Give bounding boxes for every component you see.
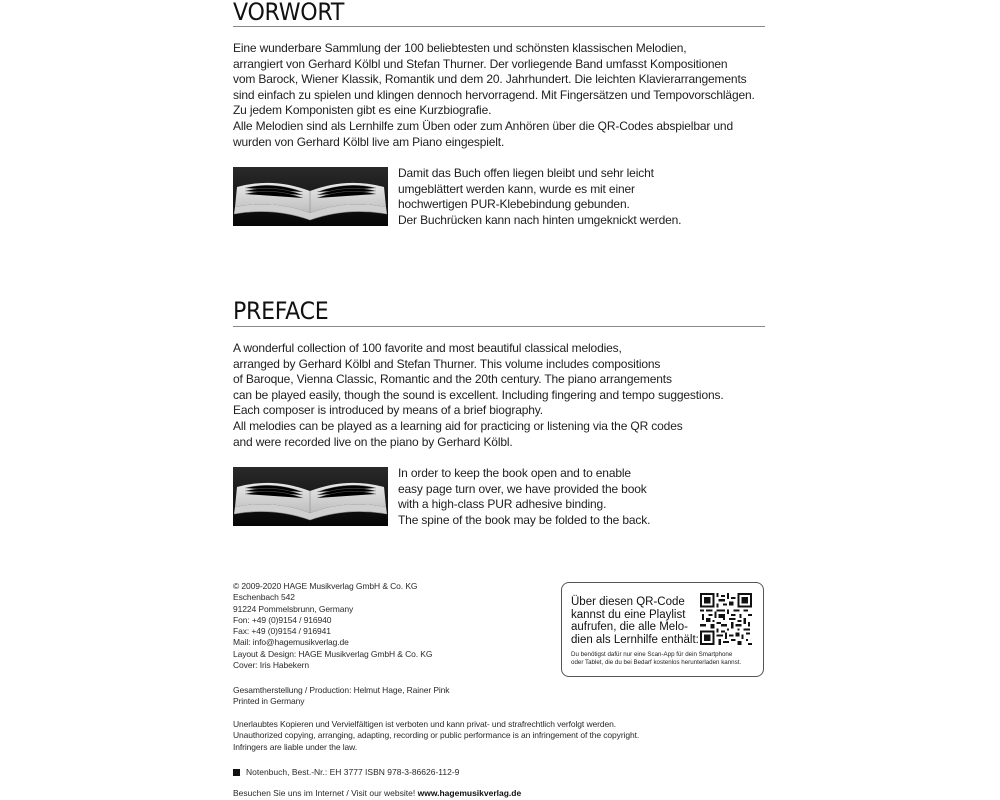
preface-divider [233,326,765,327]
qr-app-note: Du benötigst dafür nur eine Scan-App für dein Smartphone oder Tablet, die du bei Bedarf kostenlos herunterladen kannst. [571,651,742,666]
copyright-notice: Unerlaubtes Kopieren und Vervielfältigen ist verboten und kann privat- und strafrechtlich verfolgt werden. Unauthorized copying, arranging, adapting, recording or public performance is an infringement of the copyright. Infringers are liable under the law. [233,719,640,752]
imprint-block: © 2009-2020 HAGE Musikverlag GmbH & Co. KG Eschenbach 542 91224 Pommelsbrunn, Germany Fon: +49 (0)9154 / 916940 Fax: +49 (0)9154 / 916941 Mail: info@hagemusikverlag.de Layout & Design: HAGE Musikverlag GmbH & Co. KG Cover: Iris Habekern [233,581,433,671]
vorwort-divider [233,26,765,27]
production-credits: Gesamtherstellung / Production: Helmut Hage, Rainer Pink Printed in Germany [233,685,450,707]
preface-binding-note: In order to keep the book open and to enable easy page turn over, we have provided the book with a high-class PUR adhesive binding. The spine of the book may be folded to the back. [398,466,651,527]
qr-code-box [561,582,764,677]
website-prompt: Besuchen Sie uns im Internet / Visit our website! [233,788,416,798]
preface-paragraph: A wonderful collection of 100 favorite and most beautiful classical melodies, arranged by Gerhard Kölbl and Stefan Thurner. This volume includes compositions of Baroque, Vienna Classic, Romantic and the 20th century. The piano arrangements can be played easily, though the sound is excellent. Including fingering and tempo suggestions. Each composer is introduced by means of a brief biography. All melodies can be played as a learning aid for practicing or listening via the QR codes and were recorded live on the piano by Gerhard Kölbl. [233,341,724,449]
open-book-image [233,167,388,226]
order-number-line [233,767,459,777]
preface-title: PREFACE [233,297,329,325]
open-book-image [233,467,388,526]
square-bullet-icon [233,769,240,776]
vorwort-binding-note: Damit das Buch offen liegen bleibt und sehr leicht umgeblättert werden kann, wurde es mit einer hochwertigen PUR-Klebebindung gebunden. Der Buchrücken kann nach hinten umgeknickt werden. [398,166,682,227]
vorwort-paragraph: Eine wunderbare Sammlung der 100 beliebtesten und schönsten klassischen Melodien, arrangiert von Gerhard Kölbl und Stefan Thurner. Der vorliegende Band umfasst Kompositionen vom Barock, Wiener Klassik, Romantik und dem 20. Jahrhundert. Die leichten Klavierarrangements sind einfach zu spielen und klingen dennoch hervorragend. Mit Fingersätzen und Tempovorschlägen. Zu jedem Komponisten gibt es eine Kurzbiografie. Alle Melodien sind als Lernhilfe zum Üben oder zum Anhören über die QR-Codes abspielbar und wurden von Gerhard Kölbl live am Piano eingespielt. [233,41,755,149]
qr-code-icon[interactable] [700,593,752,645]
order-number: Notenbuch, Best.-Nr.: EH 3777 ISBN 978-3-86626-112-9 [246,767,460,777]
website-link[interactable]: www.hagemusikverlag.de [417,788,522,798]
vorwort-title: VORWORT [233,0,345,26]
qr-code-description: Über diesen QR-Code kannst du eine Playlist aufrufen, die alle Melo- dien als Lernhilfe enthält: [571,596,699,646]
website-line [233,788,521,798]
